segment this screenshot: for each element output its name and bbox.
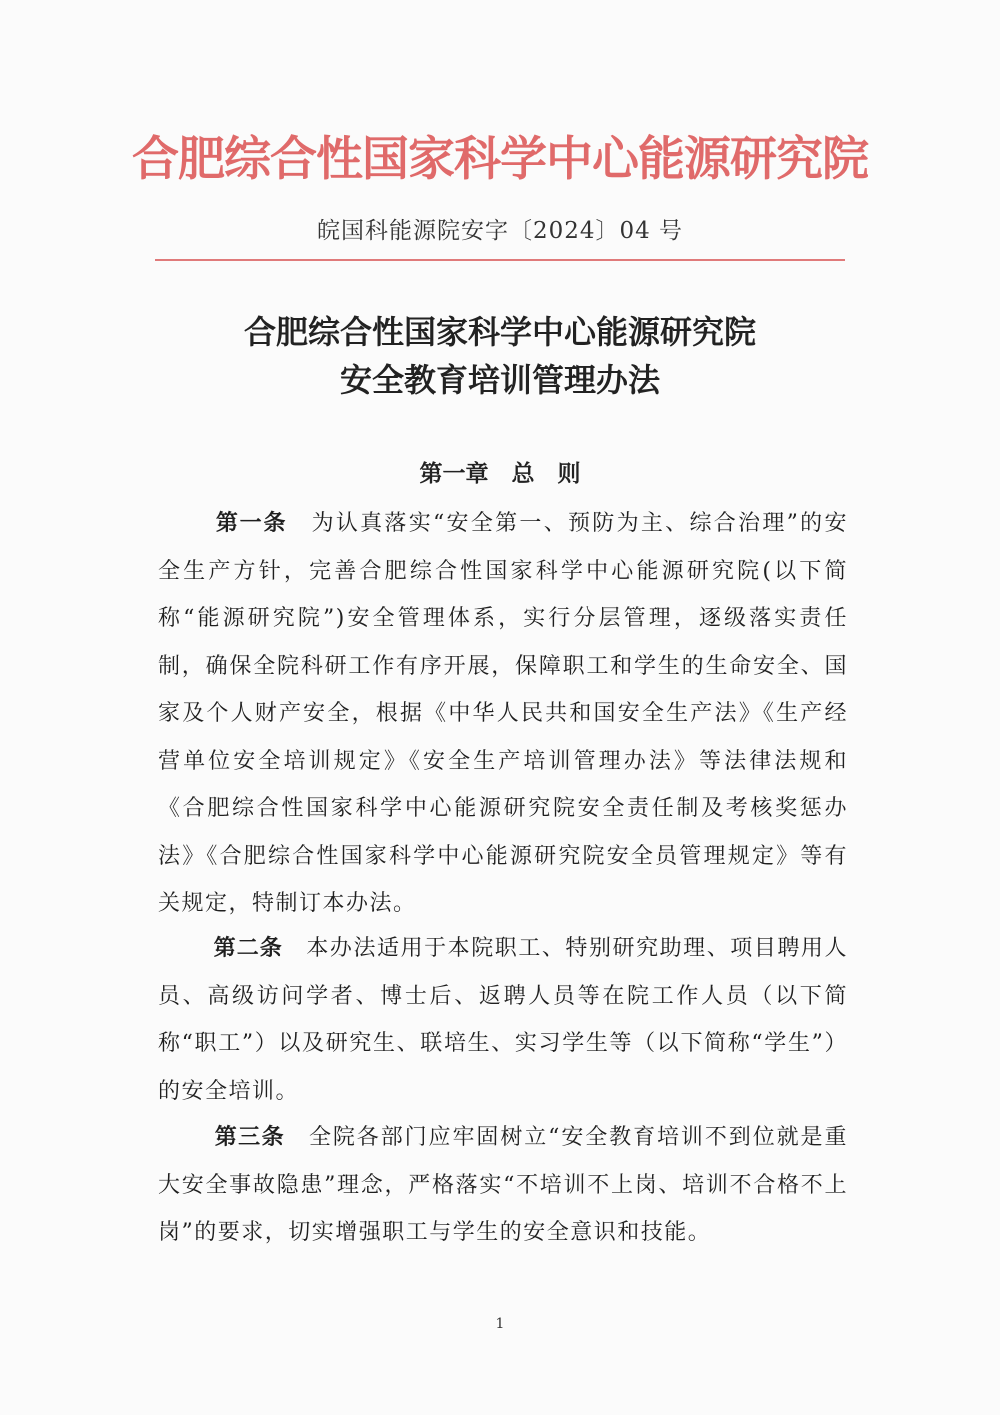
article-text: 为认真落实“安全第一、预防为主、综合治理”的安全生产方针，完善合肥综合性国家科学中心能源研究院(以下简称“能源研究院”)安全管理体系，实行分层管理，逐级落实责任制，确保全院科研工作有序开展，保障职工和学生的生命安全、国家及个人财产安全，根据《中华人民共和国安全生产法》《生产经营单位安全培训规定》《安全生产培训管理办法》等法律法规和《合肥综合性国家科学中心能源研究院安全责任制及考核奖惩办法》《合肥综合性国家科学中心能源研究院安全员管理规定》等有关规定，特制订本办法。 bbox=[158, 511, 848, 916]
document-title-line1: 合肥综合性国家科学中心能源研究院 bbox=[243, 313, 756, 351]
article-2 bbox=[158, 925, 848, 1115]
article-label: 第三条 bbox=[214, 1125, 286, 1150]
page-number: 1 bbox=[495, 1316, 505, 1332]
chapter-heading: 第一章 总 则 bbox=[419, 461, 581, 487]
article-3 bbox=[158, 1114, 848, 1257]
article-label: 第二条 bbox=[213, 936, 283, 961]
article-1 bbox=[158, 500, 848, 928]
article-text: 本办法适用于本院职工、特别研究助理、项目聘用人员、高级访问学者、博士后、返聘人员等在院工作人员（以下简称“职工”）以及研究生、联培生、实习学生等（以下简称“学生”）的安全培训。 bbox=[158, 936, 848, 1104]
document-title-line2: 安全教育培训管理办法 bbox=[339, 361, 660, 399]
article-text: 全院各部门应牢固树立“安全教育培训不到位就是重大安全事故隐患”理念，严格落实“不培训不上岗、培训不合格不上岗”的要求，切实增强职工与学生的安全意识和技能。 bbox=[158, 1125, 848, 1245]
red-divider-line bbox=[155, 259, 845, 261]
document-number: 皖国科能源院安字〔2024〕04 号 bbox=[316, 218, 684, 244]
article-label: 第一条 bbox=[215, 511, 288, 536]
organization-header: 合肥综合性国家科学中心能源研究院 bbox=[132, 132, 868, 187]
